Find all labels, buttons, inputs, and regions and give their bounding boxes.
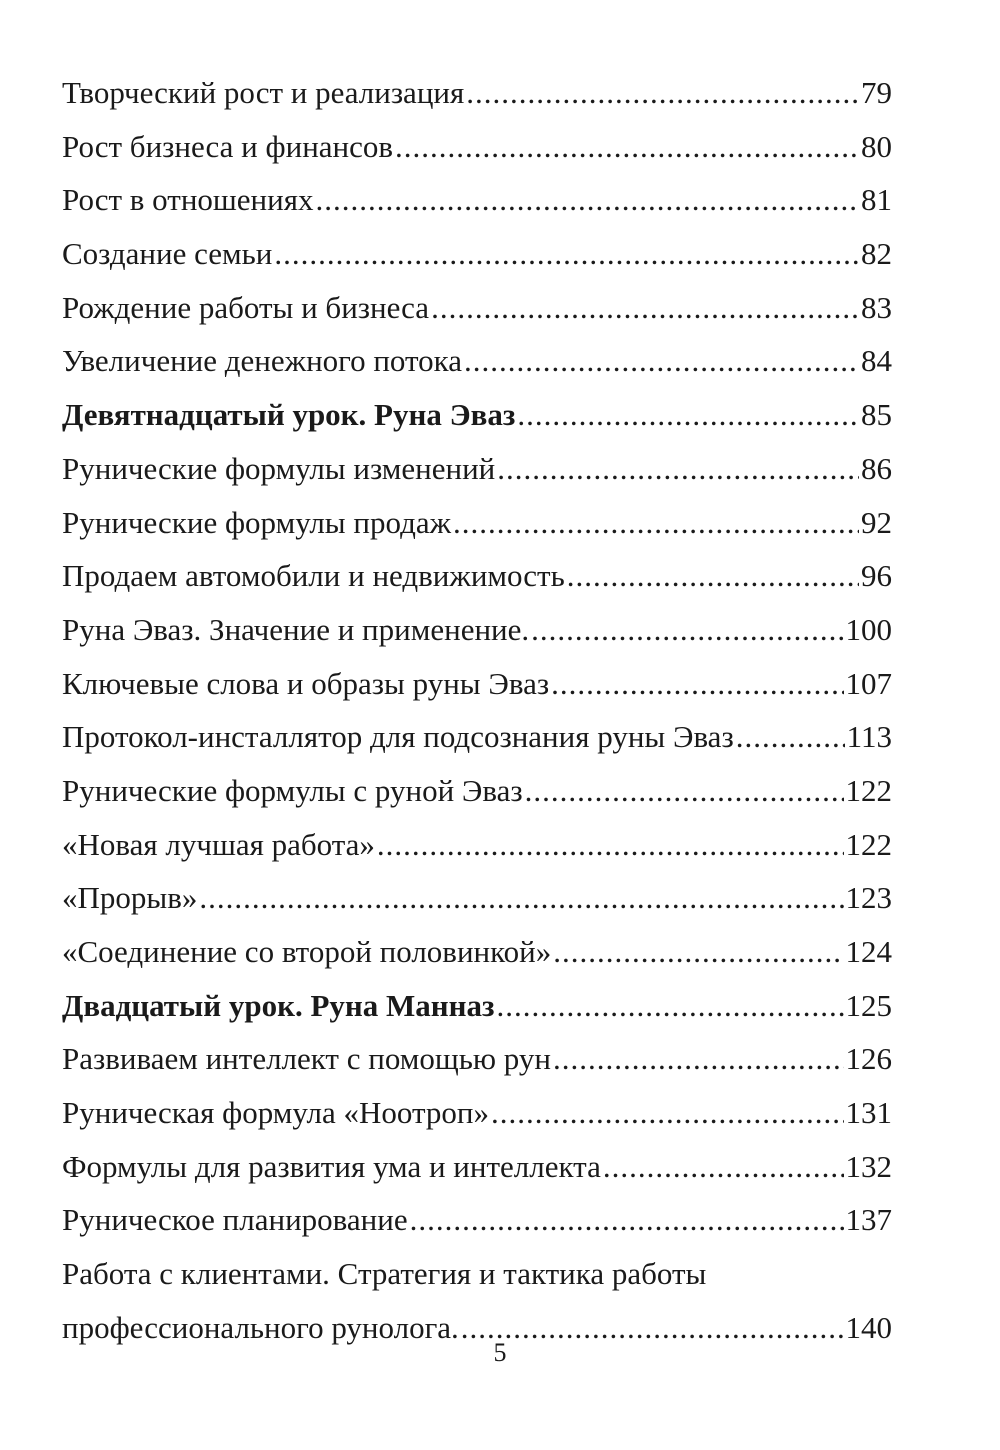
dot-leader: [531, 603, 843, 657]
toc-entry-page: 113: [846, 719, 892, 755]
toc-entry-page: 122: [845, 772, 892, 808]
table-of-contents: [62, 66, 892, 1355]
toc-entry-page: 83: [861, 289, 892, 325]
toc-entry: [62, 925, 892, 979]
toc-entry: [62, 710, 892, 764]
toc-entry: [62, 1193, 892, 1247]
toc-entry-page: 123: [845, 880, 892, 916]
toc-entry-title: Рунические формулы с руной Эваз: [62, 772, 523, 808]
toc-entry: [62, 871, 892, 925]
toc-entry-title: Развиваем интеллект с помощью рун: [62, 1041, 551, 1077]
toc-entry-title: Рунические формулы продаж: [62, 504, 452, 540]
toc-entry: [62, 657, 892, 711]
toc-entry-title: Руна Эваз. Значение и применение.: [62, 611, 530, 647]
toc-entry: [62, 1032, 892, 1086]
toc-entry: [62, 281, 892, 335]
toc-entry: [62, 334, 892, 388]
dot-leader: [553, 925, 843, 979]
dot-leader: [551, 657, 843, 711]
toc-entry: [62, 603, 892, 657]
toc-entry-page: 122: [845, 826, 892, 862]
toc-entry-page: 82: [861, 236, 892, 272]
toc-entry-title: Увеличение денежного потока: [62, 343, 463, 379]
dot-leader: [431, 281, 859, 335]
dot-leader: [199, 871, 843, 925]
toc-entry-title: «Соединение со второй половинкой»: [62, 934, 552, 969]
toc-entry-title: Формулы для развития ума и интеллекта: [62, 1148, 601, 1184]
toc-entry-page: 126: [845, 1041, 892, 1077]
toc-entry-page: 81: [861, 182, 892, 218]
toc-entry-title-line1: Работа с клиентами. Стратегия и тактика работы: [62, 1256, 707, 1292]
dot-leader: [410, 1193, 844, 1247]
toc-entry-title: Ключевые слова и образы руны Эваз: [62, 665, 550, 701]
dot-leader: [464, 334, 859, 388]
toc-entry: [62, 1140, 892, 1194]
toc-entry-page: 85: [861, 397, 892, 433]
toc-entry-title: Рост бизнеса и финансов: [62, 128, 394, 164]
toc-entry-page: 125: [845, 987, 892, 1023]
toc-entry-title: «Новая лучшая работа»: [62, 826, 375, 862]
toc-entry-title: Рост в отношениях: [62, 182, 314, 218]
toc-entry-title: Двадцатый урок. Руна Манназ: [62, 987, 495, 1023]
dot-leader: [491, 1086, 843, 1140]
toc-entry: [62, 66, 892, 120]
toc-entry-title: Девятнадцатый урок. Руна Эваз: [62, 397, 516, 433]
dot-leader: [553, 1032, 844, 1086]
dot-leader: [525, 764, 844, 818]
dot-leader: [274, 227, 859, 281]
toc-entry-title: Продаем автомобили и недвижимость: [62, 558, 565, 594]
toc-chapter-heading: [62, 388, 892, 442]
toc-entry-page: 131: [845, 1095, 892, 1131]
toc-entry-page: 79: [861, 75, 892, 110]
toc-entry-title: «Прорыв»: [62, 880, 198, 916]
toc-entry-page: 132: [845, 1148, 892, 1184]
dot-leader: [517, 388, 859, 442]
dot-leader: [603, 1140, 844, 1194]
toc-chapter-heading: [62, 979, 892, 1033]
toc-entry-title: Творческий рост и реализация: [62, 75, 465, 110]
toc-entry: [62, 818, 892, 872]
toc-entry-page: 84: [861, 343, 892, 379]
dot-leader: [453, 496, 859, 550]
toc-entry: [62, 764, 892, 818]
dot-leader: [377, 818, 844, 872]
toc-entry-page: 140: [845, 1309, 892, 1345]
toc-entry: [62, 120, 892, 174]
dot-leader: [496, 979, 843, 1033]
toc-entry-title: Протокол-инсталлятор для подсознания руны Эваз: [62, 719, 734, 755]
toc-entry-page: 96: [861, 558, 892, 594]
dot-leader: [315, 173, 859, 227]
toc-entry-page: 124: [845, 934, 892, 969]
dot-leader: [567, 549, 859, 603]
toc-entry-page: 107: [845, 665, 892, 701]
toc-entry-page: 80: [861, 128, 892, 164]
toc-entry-title: Создание семьи: [62, 236, 273, 272]
toc-entry: [62, 442, 892, 496]
dot-leader: [395, 120, 859, 174]
page-number: 5: [493, 1338, 507, 1367]
dot-leader: [466, 66, 859, 120]
toc-entry-title: Руническое планирование: [62, 1202, 408, 1238]
toc-entry: [62, 496, 892, 550]
dot-leader: [497, 442, 859, 496]
toc-entry-title-line2: профессионального рунолога.: [62, 1309, 459, 1345]
toc-entry: [62, 1086, 892, 1140]
toc-entry-page: 100: [845, 611, 892, 647]
toc-entry-title: Рождение работы и бизнеса: [62, 289, 430, 325]
toc-entry-page: 86: [861, 450, 892, 486]
toc-entry: [62, 173, 892, 227]
toc-entry-page: 92: [861, 504, 892, 540]
toc-entry: [62, 549, 892, 603]
dot-leader: [736, 710, 845, 764]
toc-entry-title: Руническая формула «Ноотроп»: [62, 1095, 490, 1131]
toc-entry-page: 137: [845, 1202, 892, 1238]
toc-entry: [62, 227, 892, 281]
toc-entry-title: Рунические формулы изменений: [62, 450, 496, 486]
